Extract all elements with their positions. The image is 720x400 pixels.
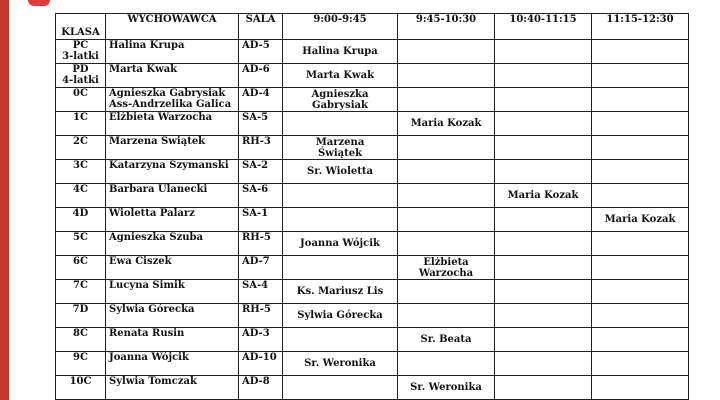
slot-teacher: Sylwia Górecka (297, 310, 383, 321)
klasa-label: 3C (73, 160, 88, 171)
klasa-cell (56, 256, 106, 280)
wychowawca-cell (106, 280, 239, 304)
slot-cell-1 (283, 208, 398, 232)
slot-cell-4 (592, 352, 689, 376)
klasa-label: 7C (73, 280, 88, 291)
slot-cell-2 (398, 352, 495, 376)
slot-cell-2 (398, 64, 495, 88)
klasa-cell (56, 280, 106, 304)
slot-cell-4 (592, 40, 689, 64)
klasa-label: PD (72, 64, 89, 75)
slot-cell-2 (398, 40, 495, 64)
teacher-name: Renata Rusin (109, 328, 185, 339)
schedule-table (55, 13, 689, 400)
klasa-cell (56, 376, 106, 400)
klasa-label: 10C (69, 376, 92, 387)
klasa-cell (56, 328, 106, 352)
table-row (56, 112, 689, 136)
sala-cell: SA-2 (239, 160, 283, 184)
teacher-name: Marzena Świątek (109, 136, 206, 147)
wychowawca-cell (106, 328, 239, 352)
page-edge-bar (0, 0, 9, 400)
header-klasa: KLASA (56, 14, 106, 40)
slot-cell-3 (495, 232, 592, 256)
header-slot-2: 9:45-10:30 (398, 14, 495, 40)
slot-cell-4 (592, 280, 689, 304)
slot-teacher: Świątek (317, 148, 363, 159)
table-row (56, 352, 689, 376)
sala-cell: AD-3 (239, 328, 283, 352)
header-row (56, 14, 689, 40)
logo-fragment (28, 0, 50, 6)
teacher-name: Sylwia Tomczak (109, 376, 197, 387)
sala-cell: SA-5 (239, 112, 283, 136)
klasa-cell (56, 184, 106, 208)
slot-cell-1 (283, 256, 398, 280)
teacher-name: Lucyna Simik (109, 280, 185, 291)
table-row (56, 280, 689, 304)
wychowawca-cell (106, 352, 239, 376)
teacher-name: Elżbieta Warzocha (109, 112, 213, 123)
sala-cell: RH-5 (239, 304, 283, 328)
slot-cell-1 (283, 112, 398, 136)
wychowawca-cell (106, 304, 239, 328)
teacher-name: Halina Krupa (109, 40, 185, 51)
wychowawca-cell (106, 208, 239, 232)
klasa-label: 9C (73, 352, 88, 363)
header-wychowawca: WYCHOWAWCA (106, 14, 239, 40)
slot-cell-3 (495, 40, 592, 64)
slot-cell-1 (283, 136, 398, 160)
klasa-label: 6C (73, 256, 88, 267)
klasa-cell (56, 64, 106, 88)
table-row (56, 208, 689, 232)
wychowawca-cell (106, 256, 239, 280)
table-row (56, 64, 689, 88)
slot-cell-3 (495, 112, 592, 136)
table-row (56, 136, 689, 160)
wychowawca-cell (106, 136, 239, 160)
slot-cell-3 (495, 256, 592, 280)
slot-teacher: Maria Kozak (507, 190, 579, 201)
slot-cell-4 (592, 112, 689, 136)
slot-teacher: Maria Kozak (410, 118, 482, 129)
slot-cell-4 (592, 64, 689, 88)
slot-cell-3 (495, 88, 592, 112)
slot-cell-3 (495, 136, 592, 160)
slot-cell-2 (398, 376, 495, 400)
slot-teacher: Ks. Mariusz Lis (296, 286, 384, 297)
wychowawca-cell (106, 40, 239, 64)
klasa-cell (56, 232, 106, 256)
klasa-cell (56, 88, 106, 112)
slot-cell-1 (283, 88, 398, 112)
slot-teacher: Maria Kozak (604, 214, 676, 225)
slot-teacher: Agnieszka (311, 89, 369, 100)
teacher-name: Ass-Andrzelika Galica (109, 99, 232, 110)
klasa-label: 5C (73, 232, 88, 243)
table-row (56, 40, 689, 64)
wychowawca-cell (106, 376, 239, 400)
sala-cell: AD-4 (239, 88, 283, 112)
slot-cell-2 (398, 136, 495, 160)
slot-cell-3 (495, 160, 592, 184)
slot-teacher: Sr. Wioletta (307, 166, 373, 177)
klasa-label: 1C (73, 112, 88, 123)
slot-cell-4 (592, 184, 689, 208)
slot-teacher: Halina Krupa (302, 46, 378, 57)
sala-cell: AD-6 (239, 64, 283, 88)
slot-teacher: Sr. Weronika (410, 382, 482, 393)
slot-cell-3 (495, 376, 592, 400)
klasa-label: PC (72, 40, 89, 51)
klasa-label: 4D (72, 208, 89, 219)
slot-teacher: Marta Kwak (305, 70, 375, 81)
slot-cell-2 (398, 280, 495, 304)
klasa-cell (56, 352, 106, 376)
slot-cell-1 (283, 160, 398, 184)
slot-cell-2 (398, 256, 495, 280)
header-slot-4: 11:15-12:30 (592, 14, 689, 40)
slot-cell-3 (495, 208, 592, 232)
slot-cell-1 (283, 376, 398, 400)
slot-cell-2 (398, 328, 495, 352)
table-row (56, 304, 689, 328)
slot-teacher: Joanna Wójcik (300, 238, 380, 249)
teacher-name: Ewa Ciszek (109, 256, 172, 267)
header-slot-3: 10:40-11:15 (495, 14, 592, 40)
wychowawca-cell (106, 88, 239, 112)
sala-cell: SA-4 (239, 280, 283, 304)
slot-cell-4 (592, 304, 689, 328)
wychowawca-cell (106, 184, 239, 208)
slot-cell-2 (398, 88, 495, 112)
wychowawca-cell (106, 112, 239, 136)
sala-cell: AD-7 (239, 256, 283, 280)
slot-cell-3 (495, 328, 592, 352)
slot-cell-3 (495, 184, 592, 208)
klasa-cell (56, 208, 106, 232)
table-row (56, 376, 689, 400)
slot-cell-4 (592, 376, 689, 400)
slot-cell-1 (283, 40, 398, 64)
slot-cell-4 (592, 136, 689, 160)
teacher-name: Katarzyna Szymanski (109, 160, 229, 171)
table-row (56, 88, 689, 112)
header-sala: SALA (239, 14, 283, 40)
klasa-cell (56, 160, 106, 184)
slot-cell-1 (283, 280, 398, 304)
sala-cell: RH-5 (239, 232, 283, 256)
slot-cell-4 (592, 160, 689, 184)
slot-teacher: Marzena (315, 137, 365, 148)
slot-teacher: Gabrysiak (312, 100, 368, 111)
slot-cell-2 (398, 160, 495, 184)
table-row (56, 328, 689, 352)
sala-cell: AD-5 (239, 40, 283, 64)
slot-teacher: Sr. Beata (420, 334, 472, 345)
slot-cell-1 (283, 328, 398, 352)
table-row (56, 256, 689, 280)
sala-cell: RH-3 (239, 136, 283, 160)
sala-cell: SA-6 (239, 184, 283, 208)
wychowawca-cell (106, 160, 239, 184)
sala-cell: SA-1 (239, 208, 283, 232)
klasa-label: 4-latki (62, 75, 99, 86)
slot-teacher: Elżbieta (423, 257, 469, 268)
slot-cell-1 (283, 352, 398, 376)
schedule-body (56, 40, 689, 400)
table-row (56, 232, 689, 256)
slot-cell-1 (283, 64, 398, 88)
slot-cell-2 (398, 304, 495, 328)
wychowawca-cell (106, 64, 239, 88)
klasa-label: 8C (73, 328, 88, 339)
slot-teacher: Warzocha (418, 268, 474, 279)
slot-cell-3 (495, 352, 592, 376)
slot-cell-2 (398, 184, 495, 208)
klasa-cell (56, 40, 106, 64)
slot-cell-2 (398, 208, 495, 232)
slot-cell-4 (592, 208, 689, 232)
klasa-label: 3-latki (62, 51, 99, 62)
teacher-name: Agnieszka Szuba (109, 232, 204, 243)
slot-teacher: Sr. Weronika (304, 358, 376, 369)
slot-cell-1 (283, 184, 398, 208)
klasa-label: 0C (73, 88, 88, 99)
klasa-label: 2C (73, 136, 88, 147)
slot-cell-3 (495, 304, 592, 328)
slot-cell-1 (283, 232, 398, 256)
wychowawca-cell (106, 232, 239, 256)
klasa-cell (56, 112, 106, 136)
table-row (56, 184, 689, 208)
teacher-name: Sylwia Górecka (109, 304, 195, 315)
teacher-name: Joanna Wójcik (109, 352, 189, 363)
klasa-cell (56, 304, 106, 328)
slot-cell-4 (592, 256, 689, 280)
slot-cell-3 (495, 64, 592, 88)
teacher-name: Wioletta Palarz (109, 208, 195, 219)
klasa-cell (56, 136, 106, 160)
table-row (56, 160, 689, 184)
slot-cell-4 (592, 232, 689, 256)
slot-cell-3 (495, 280, 592, 304)
sala-cell: AD-8 (239, 376, 283, 400)
slot-cell-2 (398, 112, 495, 136)
slot-cell-2 (398, 232, 495, 256)
teacher-name: Barbara Ulanecki (109, 184, 208, 195)
teacher-name: Marta Kwak (109, 64, 178, 75)
klasa-label: 7D (72, 304, 89, 315)
teacher-name: Agnieszka Gabrysiak (109, 88, 226, 99)
slot-cell-4 (592, 88, 689, 112)
sala-cell: AD-10 (239, 352, 283, 376)
slot-cell-1 (283, 304, 398, 328)
header-slot-1: 9:00-9:45 (283, 14, 398, 40)
slot-cell-4 (592, 328, 689, 352)
klasa-label: 4C (73, 184, 88, 195)
